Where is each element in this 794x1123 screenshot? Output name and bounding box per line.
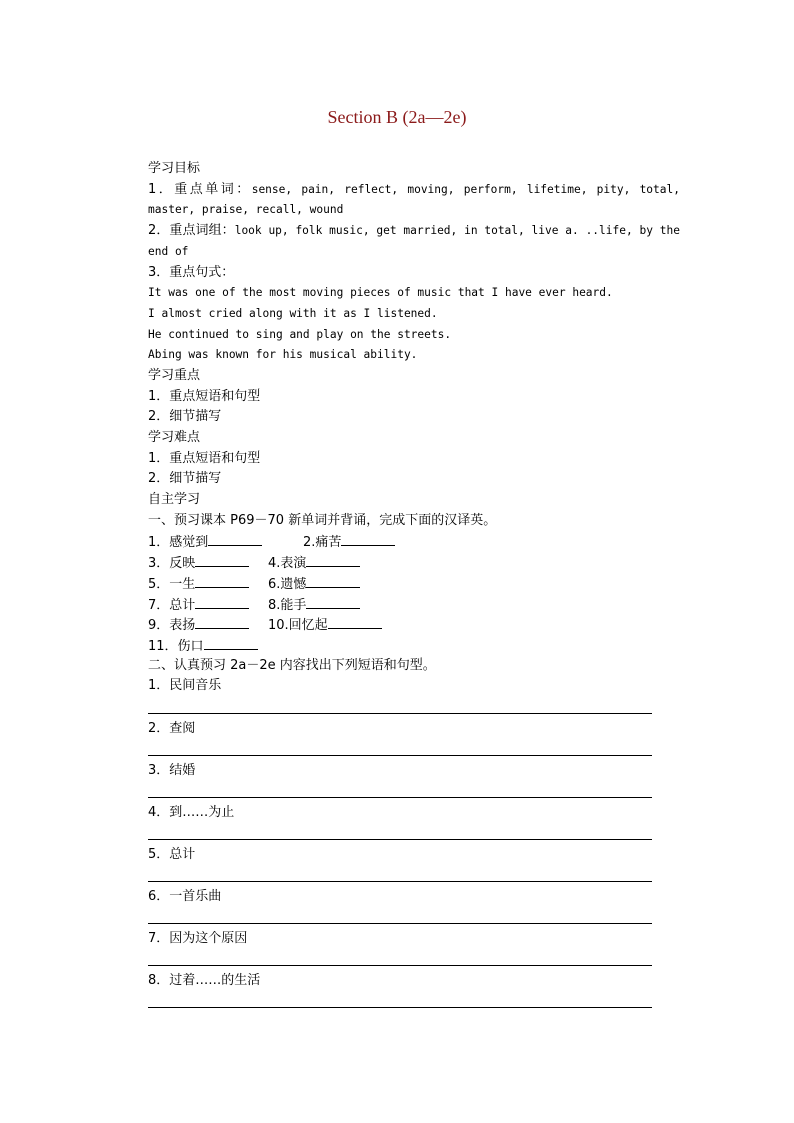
vocab-prompt: 7．总计 <box>148 597 196 613</box>
vocab-row <box>120 594 680 615</box>
vocab-prompt: 5．一生 <box>148 576 196 592</box>
answer-line[interactable] <box>148 781 652 798</box>
answer-line[interactable] <box>148 865 652 882</box>
goal-phrases <box>120 221 680 262</box>
answer-line[interactable] <box>148 823 652 840</box>
phrase-prompt: 3．结婚 <box>148 762 196 778</box>
vocab-row <box>120 573 680 594</box>
phrase-prompt: 8．过着……的生活 <box>148 972 261 988</box>
answer-line[interactable] <box>148 991 652 1008</box>
answer-blank[interactable] <box>195 552 249 567</box>
sentence-line: Abing was known for his musical ability. <box>148 348 418 362</box>
phrase-prompt: 1．民间音乐 <box>148 678 222 694</box>
answer-blank[interactable] <box>328 614 382 629</box>
answer-blank[interactable] <box>204 635 258 650</box>
answer-line[interactable] <box>148 697 652 714</box>
answer-blank[interactable] <box>306 594 360 609</box>
sentence-line: I almost cried along with it as I listened. <box>148 306 438 320</box>
phrase-prompt: 4．到……为止 <box>148 804 235 820</box>
answer-line[interactable] <box>148 907 652 924</box>
vocab-prompt: 9．表扬 <box>148 618 196 634</box>
phrase-item <box>120 887 680 924</box>
vocab-row <box>120 552 680 573</box>
sentence-line: He continued to sing and play on the streets. <box>148 327 452 341</box>
vocab-prompt: 8.能手 <box>268 597 307 613</box>
vocab-prompt: 10.回忆起 <box>268 618 328 634</box>
answer-line[interactable] <box>148 949 652 966</box>
answer-blank[interactable] <box>341 531 395 546</box>
self-study-heading: 自主学习 <box>148 492 201 508</box>
goal-phrases-label: 2．重点词组： <box>148 223 235 239</box>
phrase-prompt: 6．一首乐曲 <box>148 888 222 904</box>
phrase-item <box>120 929 680 966</box>
phrase-item <box>120 971 680 1008</box>
vocab-row <box>120 635 680 656</box>
vocab-prompt: 1．感觉到 <box>148 535 209 551</box>
phrase-prompt: 5．总计 <box>148 846 196 862</box>
goals-heading: 学习目标 <box>148 161 201 176</box>
phrase-prompt: 2．查阅 <box>148 720 196 736</box>
vocab-prompt: 11．伤口 <box>148 638 204 654</box>
answer-blank[interactable] <box>195 594 249 609</box>
vocab-prompt: 2.痛苦 <box>303 535 342 551</box>
phrase-item <box>120 845 680 882</box>
vocab-row <box>120 614 680 635</box>
worksheet-body <box>120 159 680 1008</box>
part2-title: 二、认真预习 2a－2e 内容找出下列短语和句型。 <box>148 657 436 673</box>
phrase-item <box>120 676 680 714</box>
vocab-prompt: 3．反映 <box>148 556 196 572</box>
goal-words <box>120 180 680 221</box>
sentence-line: It was one of the most moving pieces of music that I have ever heard. <box>148 286 613 300</box>
difficulty-heading: 学习难点 <box>148 430 201 445</box>
answer-line[interactable] <box>148 739 652 756</box>
difficulty-item: 2．细节描写 <box>148 471 222 487</box>
phrase-item <box>120 761 680 798</box>
answer-blank[interactable] <box>306 573 360 588</box>
phrase-item <box>120 803 680 840</box>
part1-title: 一、预习课本 P69－70 新单词并背诵，完成下面的汉译英。 <box>148 512 497 528</box>
answer-blank[interactable] <box>306 552 360 567</box>
difficulty-item: 1．重点短语和句型 <box>148 450 261 466</box>
phrase-prompt: 7．因为这个原因 <box>148 930 248 946</box>
goal-words-text: sense, pain, reflect, moving, perform, lifetime, pity, total, master, praise, recall, wound <box>148 182 680 217</box>
goal-phrases-text: look up, folk music, get married, in total, live a. ..life, by the end of <box>148 224 680 258</box>
answer-blank[interactable] <box>195 614 249 629</box>
answer-blank[interactable] <box>208 531 262 546</box>
vocab-row <box>120 531 680 552</box>
goal-words-label: 1．重点单词： <box>148 181 252 197</box>
phrase-item <box>120 719 680 756</box>
focus-item: 1．重点短语和句型 <box>148 388 261 404</box>
answer-blank[interactable] <box>195 573 249 588</box>
goal-sentences-label: 3．重点句式： <box>148 264 235 280</box>
focus-item: 2．细节描写 <box>148 409 222 425</box>
focus-heading: 学习重点 <box>148 367 201 383</box>
vocab-prompt: 4.表演 <box>268 556 307 572</box>
page-title: Section B (2a—2e) <box>327 107 467 127</box>
vocab-prompt: 6.遗憾 <box>268 576 307 592</box>
